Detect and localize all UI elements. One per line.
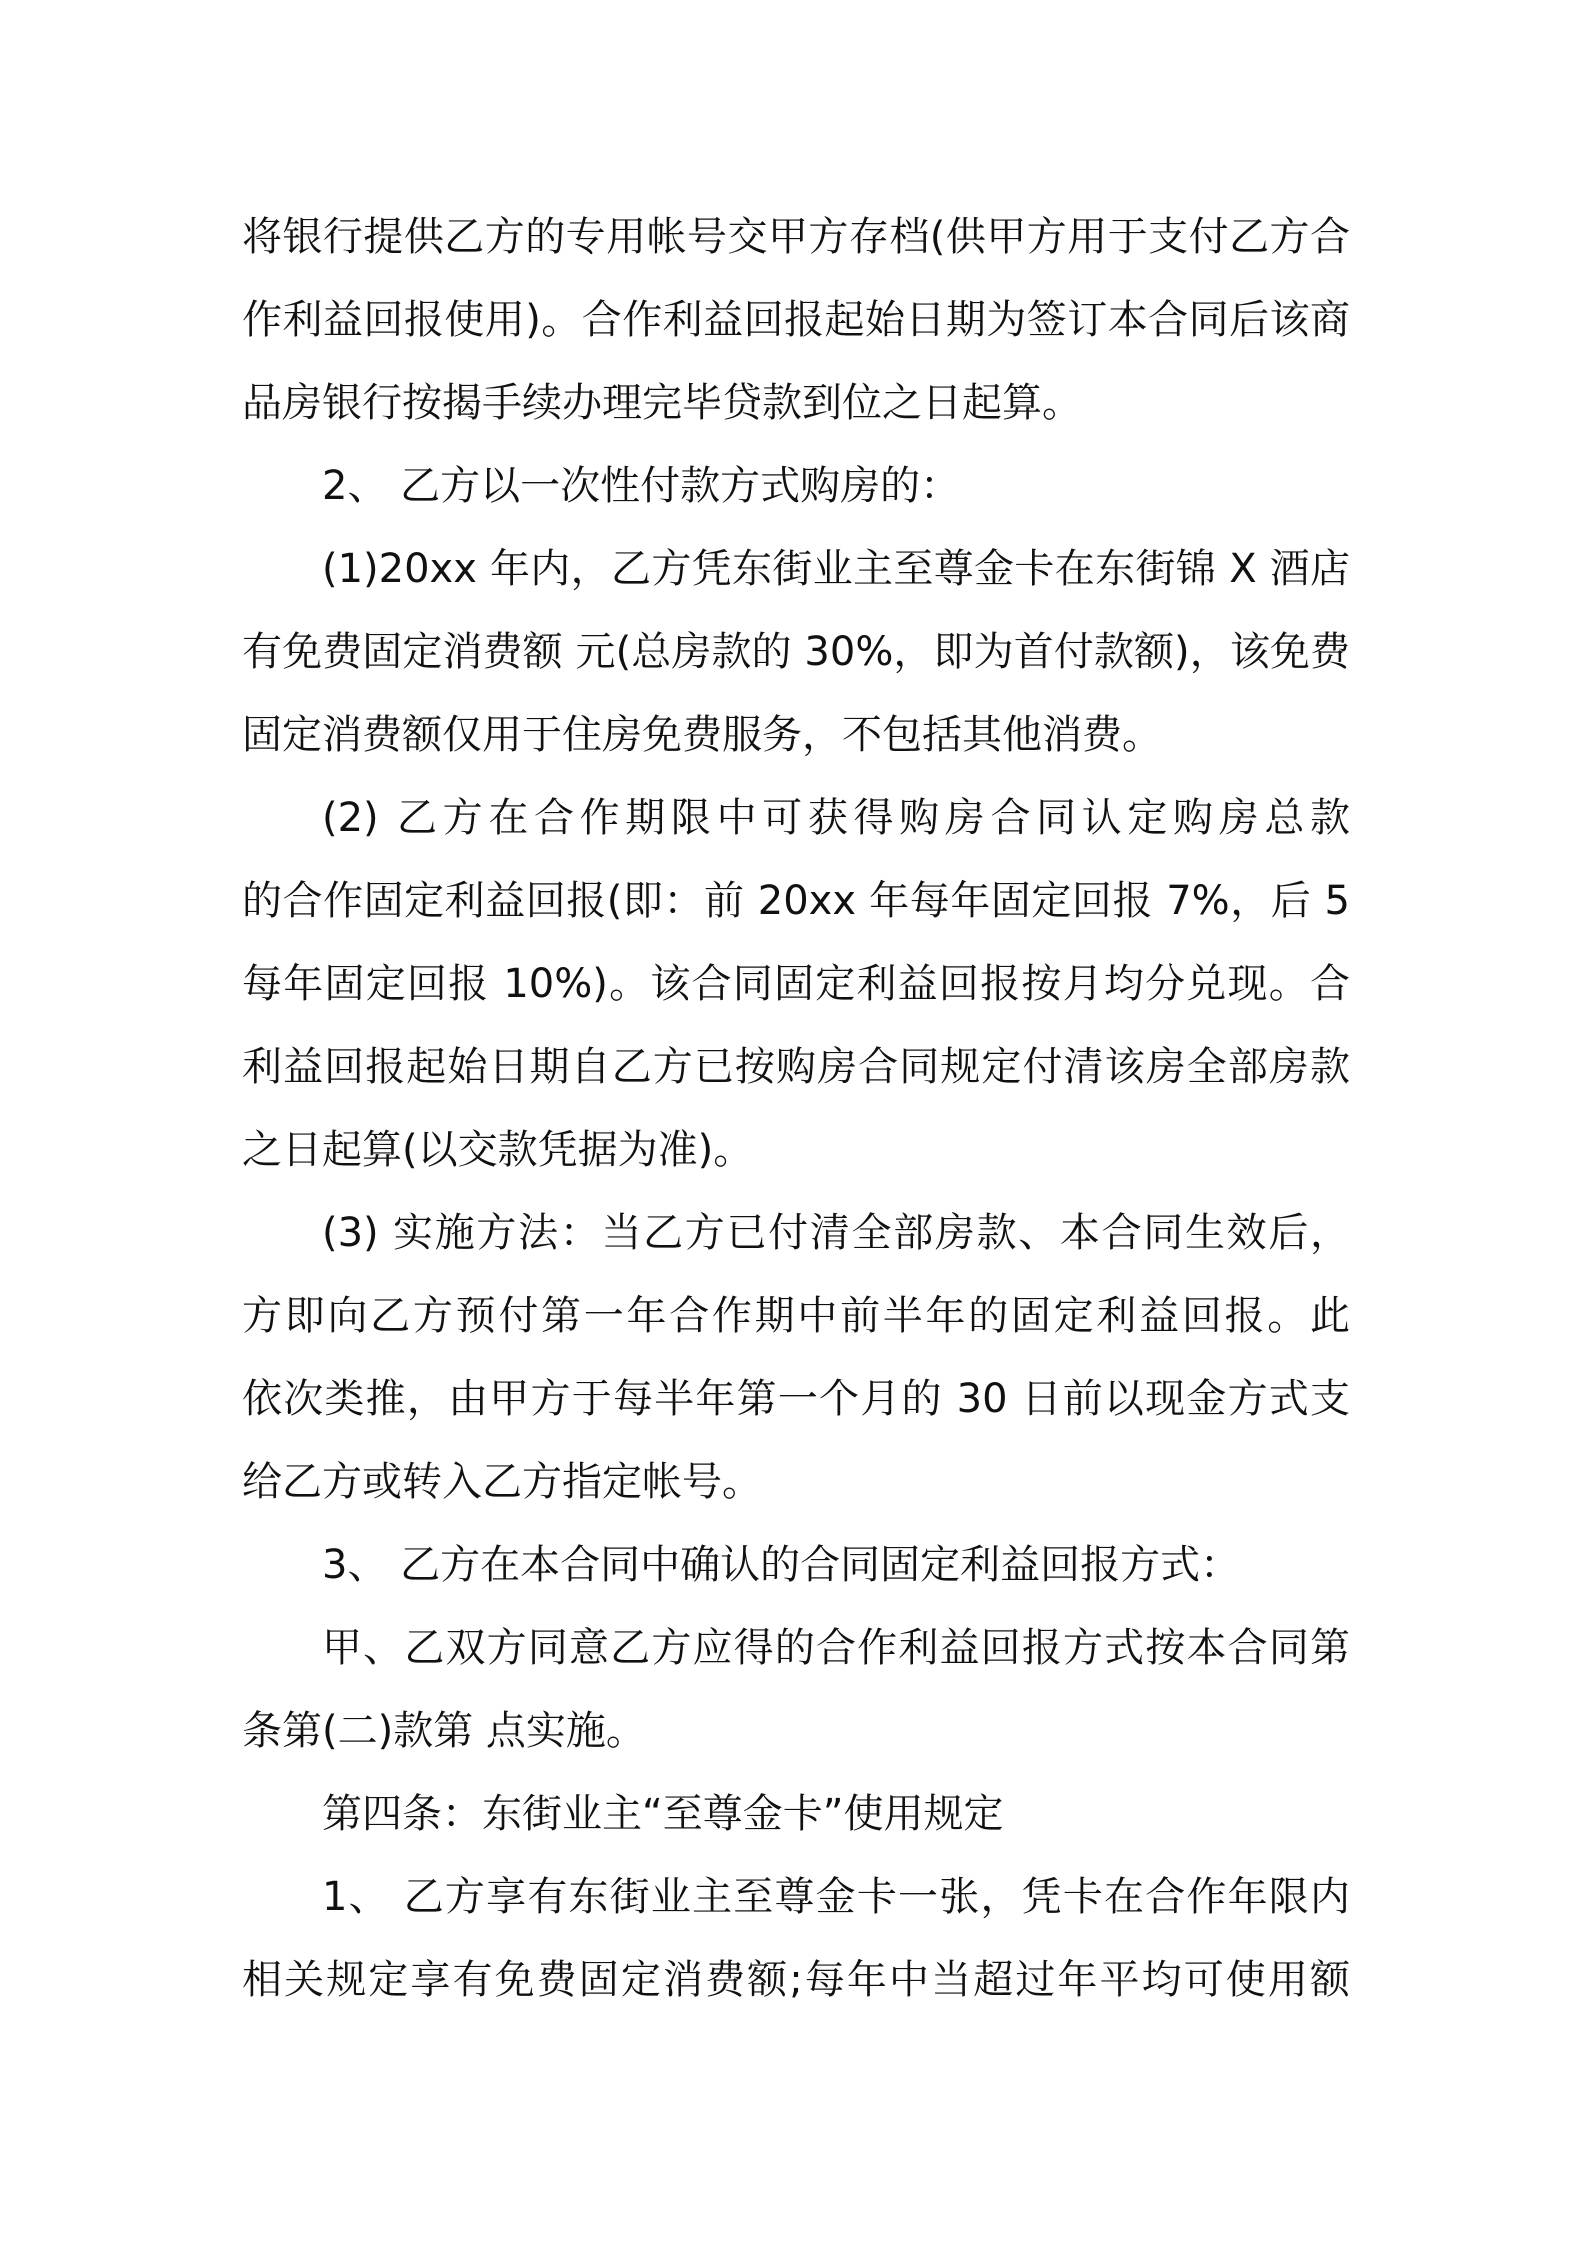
text-line: 2、 乙方以一次性付款方式购房的： bbox=[322, 463, 961, 509]
text-line: 品房银行按揭手续办理完毕贷款到位之日起算。 bbox=[242, 380, 1082, 426]
text-line: 条第(二)款第 点实施。 bbox=[242, 1708, 646, 1754]
text-line: (3) 实施方法：当乙方已付清全部房款、本合同生效后， bbox=[322, 1210, 1350, 1256]
section-heading: 第四条：东街业主“至尊金卡”使用规定 bbox=[322, 1791, 1004, 1837]
document-body bbox=[242, 196, 1350, 2022]
text-line: 固定消费额仅用于住房免费服务，不包括其他消费。 bbox=[242, 712, 1162, 758]
text-line: 甲、乙双方同意乙方应得的合作利益回报方式按本合同第 bbox=[322, 1625, 1350, 1671]
text-line: 3、 乙方在本合同中确认的合同固定利益回报方式： bbox=[322, 1542, 1241, 1588]
text-line: 每年固定回报 10%)。该合同固定利益回报按月均分兑现。合 bbox=[242, 961, 1350, 1007]
text-line: (2) 乙方在合作期限中可获得购房合同认定购房总款 bbox=[322, 795, 1350, 841]
text-line: 相关规定享有免费固定消费额;每年中当超过年平均可使用额 bbox=[242, 1957, 1350, 2003]
text-line: 将银行提供乙方的专用帐号交甲方存档(供甲方用于支付乙方合 bbox=[242, 214, 1350, 260]
text-line: 1、 乙方享有东街业主至尊金卡一张，凭卡在合作年限内 bbox=[322, 1874, 1350, 1920]
text-line: 依次类推，由甲方于每半年第一个月的 30 日前以现金方式支 bbox=[242, 1376, 1350, 1422]
text-line: 利益回报起始日期自乙方已按购房合同规定付清该房全部房款 bbox=[242, 1044, 1350, 1090]
text-line: (1)20xx 年内，乙方凭东街业主至尊金卡在东街锦 X 酒店 bbox=[322, 546, 1350, 592]
text-line: 的合作固定利益回报(即：前 20xx 年每年固定回报 7%，后 5 bbox=[242, 878, 1350, 924]
text-line: 之日起算(以交款凭据为准)。 bbox=[242, 1127, 754, 1173]
text-line: 有免费固定消费额 元(总房款的 30%，即为首付款额)，该免费 bbox=[242, 629, 1350, 675]
text-line: 给乙方或转入乙方指定帐号。 bbox=[242, 1459, 762, 1505]
text-line: 作利益回报使用)。合作利益回报起始日期为签订本合同后该商 bbox=[242, 297, 1350, 343]
text-line: 方即向乙方预付第一年合作期中前半年的固定利益回报。此 bbox=[242, 1293, 1350, 1339]
